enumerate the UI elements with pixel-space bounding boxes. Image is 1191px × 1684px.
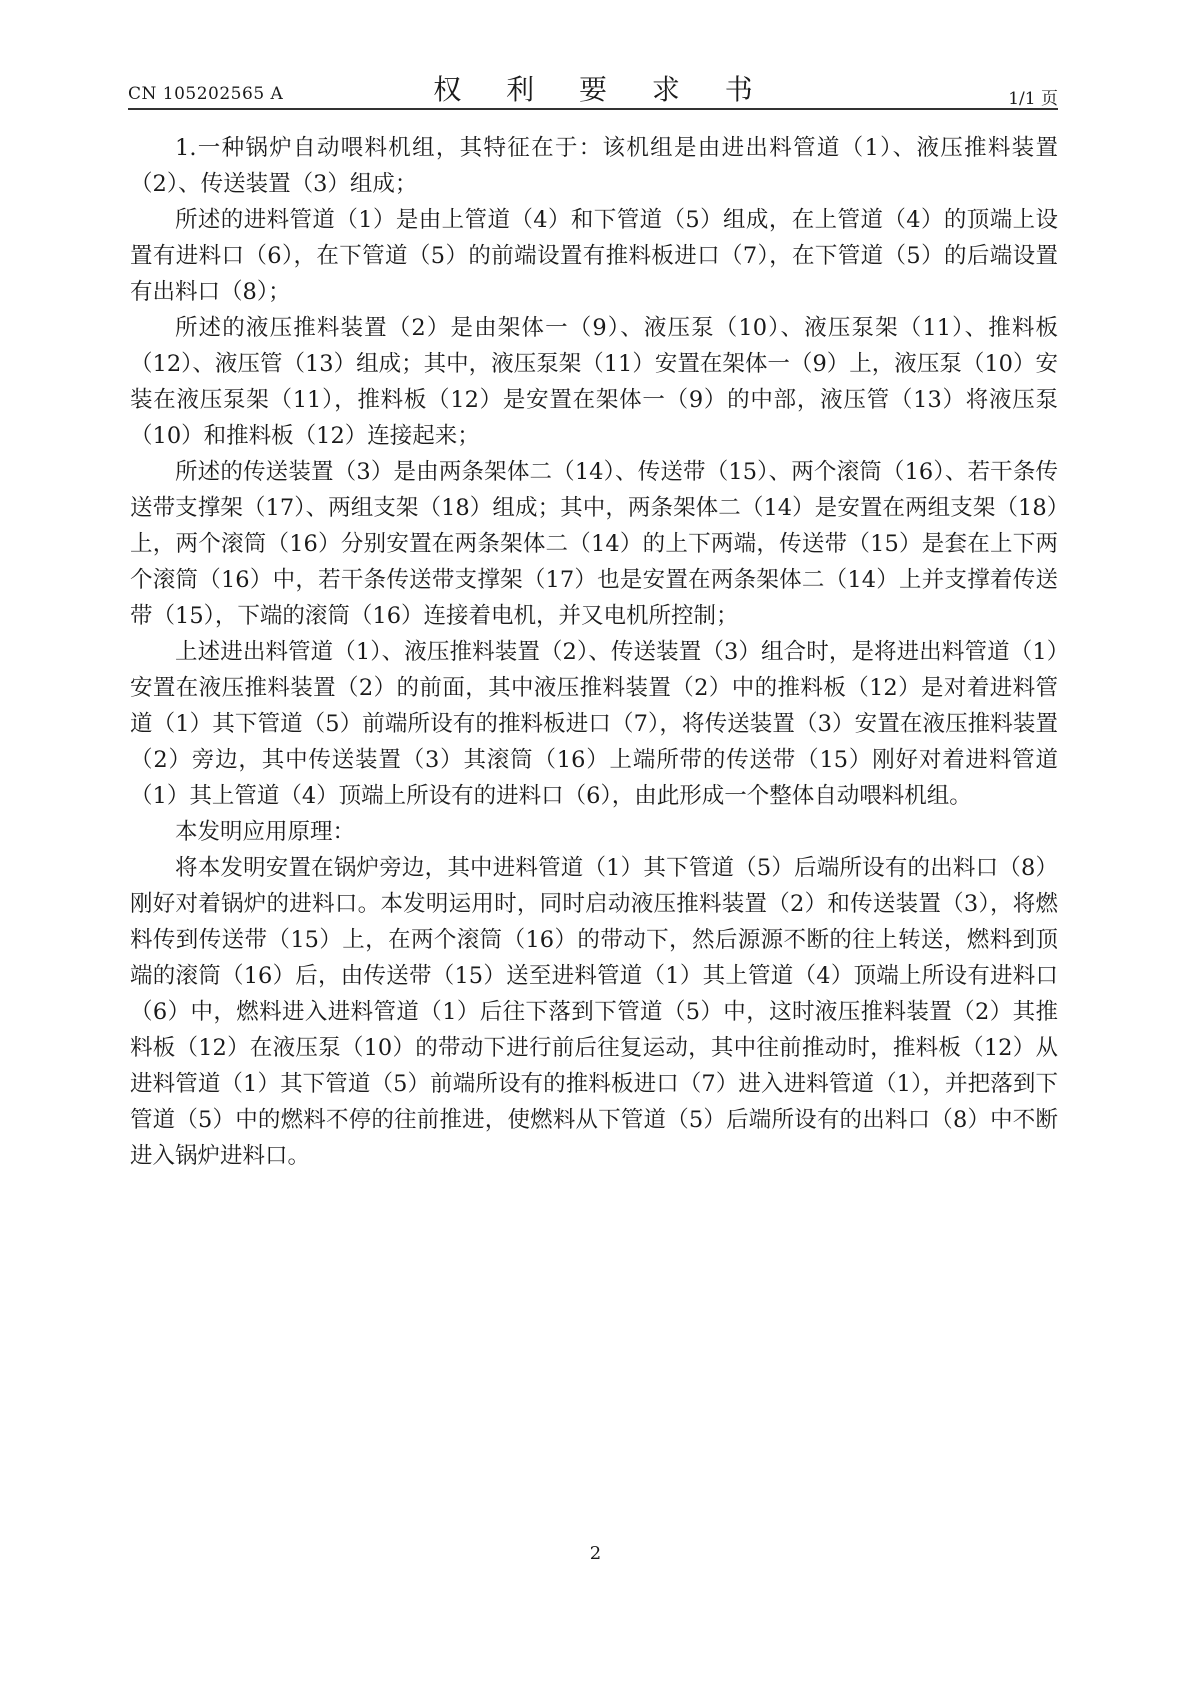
claim-paragraph-3: 所述的液压推料装置（2）是由架体一（9）、液压泵（10）、液压泵架（11）、推料板（12）、液压管（13）组成；其中，液压泵架（11）安置在架体一（9）上，液压泵（10）安装在液压泵架（11），推料板（12）是安置在架体一（9）的中部，液压管（13）将液压泵（10）和推料板（12）连接起来； (130, 315, 1058, 449)
principle-heading: 本发明应用原理： (175, 819, 356, 845)
document-title: 权 利 要 求 书 (433, 73, 771, 106)
page-number: 2 (589, 1543, 602, 1564)
claim-paragraph-1: 1.一种锅炉自动喂料机组，其特征在于：该机组是由进出料管道（1）、液压推料装置（2）、传送装置（3）组成； (130, 135, 1058, 197)
claims-body (130, 130, 1058, 1174)
header-divider (128, 108, 1058, 110)
principle-paragraph: 将本发明安置在锅炉旁边，其中进料管道（1）其下管道（5）后端所设有的出料口（8）刚好对着锅炉的进料口。本发明运用时，同时启动液压推料装置（2）和传送装置（3），将燃料传到传送带（15）上，在两个滚筒（16）的带动下，然后源源不断的往上转送，燃料到顶端的滚筒（16）后，由传送带（15）送至进料管道（1）其上管道（4）顶端上所设有进料口（6）中，燃料进入进料管道（1）后往下落到下管道（5）中，这时液压推料装置（2）其推料板（12）在液压泵（10）的带动下进行前后往复运动，其中往前推动时，推料板（12）从进料管道（1）其下管道（5）前端所设有的推料板进口（7）进入进料管道（1），并把落到下管道（5）中的燃料不停的往前推进，使燃料从下管道（5）后端所设有的出料口（8）中不断进入锅炉进料口。 (130, 855, 1058, 1169)
claim-paragraph-5: 上述进出料管道（1）、液压推料装置（2）、传送装置（3）组合时，是将进出料管道（1）安置在液压推料装置（2）的前面，其中液压推料装置（2）中的推料板（12）是对着进料管道（1）其下管道（5）前端所设有的推料板进口（7），将传送装置（3）安置在液压推料装置（2）旁边，其中传送装置（3）其滚筒（16）上端所带的传送带（15）刚好对着进料管道（1）其上管道（4）顶端上所设有的进料口（6），由此形成一个整体自动喂料机组。 (130, 639, 1058, 809)
page-header (128, 68, 1058, 112)
claim-paragraph-2: 所述的进料管道（1）是由上管道（4）和下管道（5）组成，在上管道（4）的顶端上设置有进料口（6），在下管道（5）的前端设置有推料板进口（7），在下管道（5）的后端设置有出料口（8）； (130, 207, 1058, 305)
page-count-label: 1/1 页 (1008, 89, 1058, 109)
claim-paragraph-4: 所述的传送装置（3）是由两条架体二（14）、传送带（15）、两个滚筒（16）、若干条传送带支撑架（17）、两组支架（18）组成；其中，两条架体二（14）是安置在两组支架（18）上，两个滚筒（16）分别安置在两条架体二（14）的上下两端，传送带（15）是套在上下两个滚筒（16）中，若干条传送带支撑架（17）也是安置在两条架体二（14）上并支撑着传送带（15），下端的滚筒（16）连接着电机，并又电机所控制； (130, 459, 1058, 629)
publication-number: CN 105202565 A (128, 84, 284, 104)
